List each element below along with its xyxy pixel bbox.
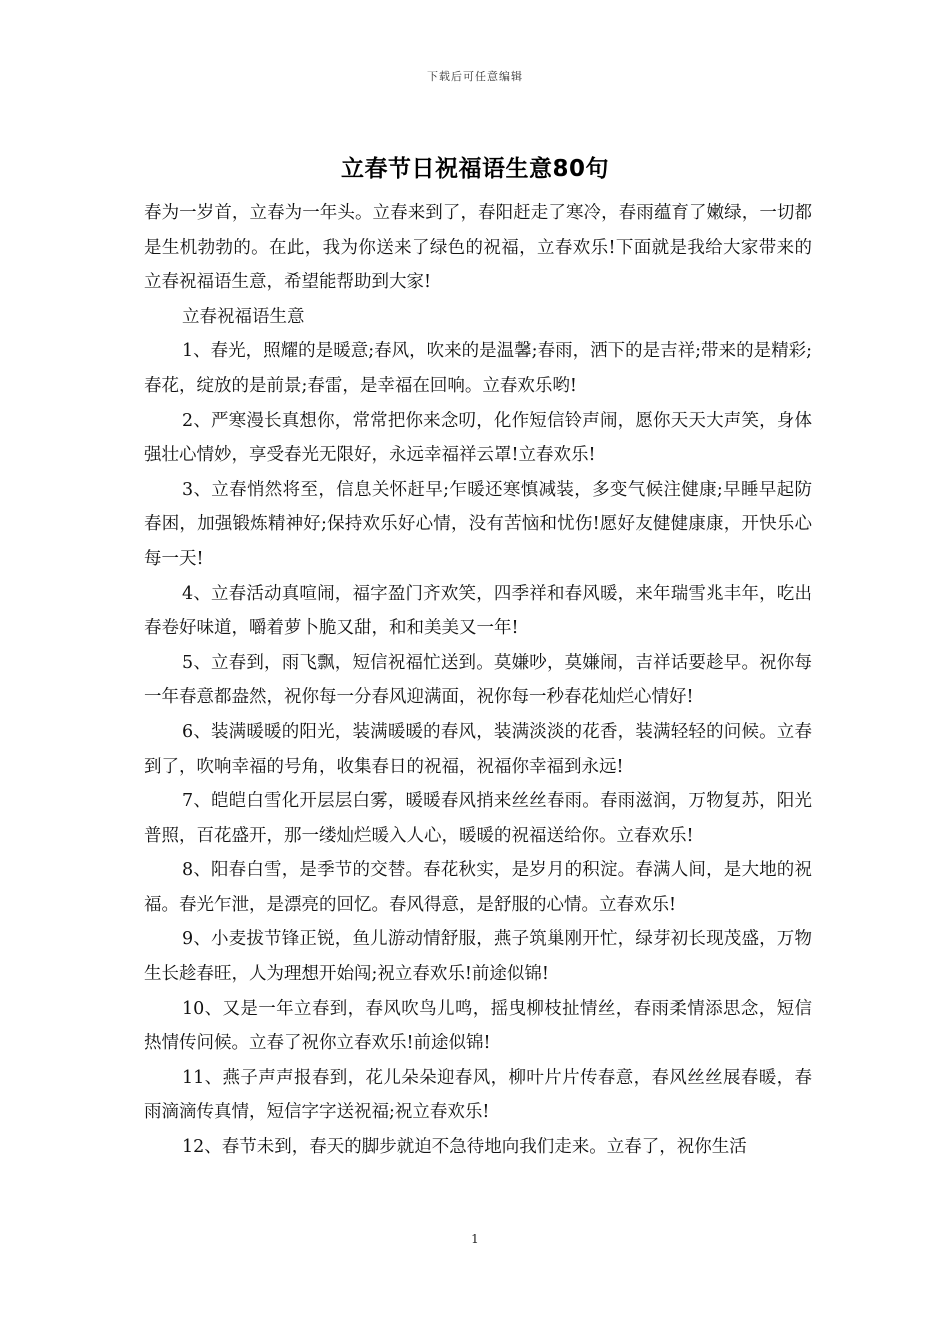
blessing-item: 6、装满暖暖的阳光，装满暖暖的春风，装满淡淡的花香，装满轻轻的问候。立春到了，吹响幸福的号角，收集春日的祝福，祝福你幸福到永远! [144,721,812,777]
blessing-item: 9、小麦拔节锋正锐，鱼儿游动情舒服，燕子筑巢刚开忙，绿芽初长现茂盛，万物生长趁春旺，人为理想开始闯;祝立春欢乐!前途似锦! [144,929,812,985]
blessing-item: 3、立春悄然将至，信息关怀赶早;乍暖还寒慎减装，多变气候注健康;早睡早起防春困，加强锻炼精神好;保持欢乐好心情，没有苦恼和忧伤!愿好友健健康康，开快乐心每一天! [144,479,812,569]
intro-paragraph: 春为一岁首，立春为一年头。立春来到了，春阳赶走了寒冷，春雨蕴育了嫩绿，一切都是生机勃勃的。在此，我为你送来了绿色的祝福，立春欢乐!下面就是我给大家带来的立春祝福语生意，希望能帮助到大家! [144,203,812,293]
header-note: 下载后可任意编辑 [427,70,523,83]
blessing-item: 10、又是一年立春到，春风吹鸟儿鸣，摇曳柳枝扯情丝，春雨柔情添思念，短信热情传问候。立春了祝你立春欢乐!前途似锦! [144,998,812,1054]
blessing-item: 11、燕子声声报春到，花儿朵朵迎春风，柳叶片片传春意，春风丝丝展春暖，春雨滴滴传真情，短信字字送祝福;祝立春欢乐! [144,1067,812,1123]
blessing-item: 1、春光，照耀的是暖意;春风，吹来的是温馨;春雨，洒下的是吉祥;带来的是精彩;春花，绽放的是前景;春雷，是幸福在回响。立春欢乐哟! [144,341,812,396]
blessing-item: 8、阳春白雪，是季节的交替。春花秋实，是岁月的积淀。春满人间，是大地的祝福。春光乍泄，是漂亮的回忆。春风得意，是舒服的心情。立春欢乐! [144,860,812,915]
blessing-item: 4、立春活动真喧闹，福字盈门齐欢笑，四季祥和春风暖，来年瑞雪兆丰年，吃出春卷好味道，嚼着萝卜脆又甜，和和美美又一年! [144,583,812,639]
page-number: 1 [471,1232,479,1246]
blessing-item: 7、皑皑白雪化开层层白雾，暖暖春风捎来丝丝春雨。春雨滋润，万物复苏，阳光普照，百花盛开，那一缕灿烂暖入人心，暖暖的祝福送给你。立春欢乐! [144,791,812,846]
section-heading: 立春祝福语生意 [182,306,305,327]
document-body [144,196,812,1165]
blessing-item: 12、春节未到，春天的脚步就迫不急待地向我们走来。立春了，祝你生活 [182,1137,747,1158]
blessing-item: 2、严寒漫长真想你，常常把你来念叨，化作短信铃声闹，愿你天天大声笑，身体强壮心情妙，享受春光无限好，永远幸福祥云罩!立春欢乐! [144,410,812,466]
document-title: 立春节日祝福语生意80句 [340,156,609,182]
blessing-item: 5、立春到，雨飞飘，短信祝福忙送到。莫嫌吵，莫嫌闹，吉祥话要趁早。祝你每一年春意都盎然，祝你每一分春风迎满面，祝你每一秒春花灿烂心情好! [144,652,812,708]
